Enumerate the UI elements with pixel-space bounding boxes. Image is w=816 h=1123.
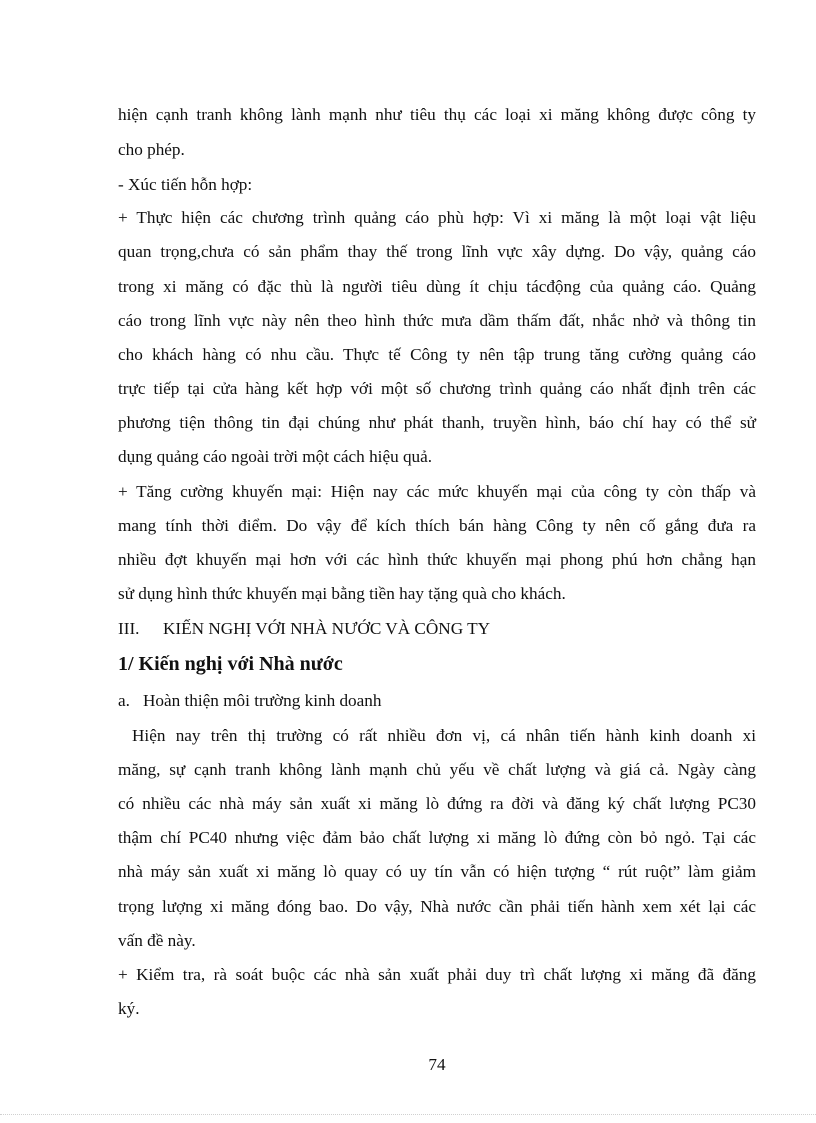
paragraph-line: ký.: [118, 999, 140, 1018]
paragraph-line: hiện cạnh tranh không lành mạnh như tiêu thụ các loại xi măng không được công ty: [118, 105, 756, 124]
paragraph-line: + Thực hiện các chương trình quảng cáo phù hợp: Vì xi măng là một loại vật liệu: [118, 208, 756, 227]
paragraph-line: Hiện nay trên thị trường có rất nhiều đơn vị, cá nhân tiến hành kinh doanh xi: [132, 726, 756, 745]
paragraph-line: vấn đề này.: [118, 931, 196, 950]
paragraph-line: + Tăng cường khuyến mại: Hiện nay các mức khuyến mại của công ty còn thấp và: [118, 482, 756, 501]
paragraph-line: trong xi măng có đặc thù là người tiêu dùng ít chịu tácđộng của quảng cáo. Quảng: [118, 277, 756, 296]
page-number: 74: [428, 1055, 446, 1074]
paragraph-line: trực tiếp tại cửa hàng kết hợp với một số chương trình quảng cáo nhất định trên các: [118, 379, 756, 398]
section-number: III.: [118, 619, 140, 638]
paragraph-line: mang tính thời điểm. Do vậy để kích thích bán hàng Công ty nên cố gắng đưa ra: [118, 516, 756, 535]
paragraph-line: cho khách hàng có nhu cầu. Thực tế Công ty nên tập trung tăng cường quảng cáo: [118, 345, 756, 364]
paragraph-line: cáo trong lĩnh vực này nên theo hình thức mưa dầm thấm đất, nhắc nhở và thông tin: [118, 311, 756, 330]
footer-divider: [0, 1114, 816, 1115]
paragraph-line: dụng quảng cáo ngoài trời một cách hiệu quả.: [118, 447, 433, 466]
paragraph-line: - Xúc tiến hỗn hợp:: [118, 175, 253, 194]
section-title: KIẾN NGHỊ VỚI NHÀ NƯỚC VÀ CÔNG TY: [163, 619, 490, 638]
paragraph-line: quan trọng,chưa có sản phẩm thay thế trong lĩnh vực xây dựng. Do vậy, quảng cáo: [118, 242, 756, 261]
paragraph-line: + Kiểm tra, rà soát buộc các nhà sản xuất phải duy trì chất lượng xi măng đã đăng: [118, 965, 756, 984]
paragraph-line: cho phép.: [118, 140, 185, 159]
paragraph-line: nhiều đợt khuyến mại hơn với các hình thức khuyến mại phong phú hơn chẳng hạn: [118, 550, 756, 569]
paragraph-line: trọng lượng xi măng đóng bao. Do vậy, Nhà nước cần phải tiến hành xem xét lại các: [118, 897, 756, 916]
paragraph-line: sử dụng hình thức khuyến mại bằng tiền hay tặng quà cho khách.: [118, 584, 566, 603]
paragraph-line: phương tiện thông tin đại chúng như phát thanh, truyền hình, báo chí hay có thể sử: [118, 413, 756, 432]
section-heading: 1/ Kiến nghị với Nhà nước: [118, 653, 343, 675]
paragraph-line: thậm chí PC40 nhưng việc đảm bảo chất lượng xi măng lò đứng còn bỏ ngỏ. Tại các: [118, 828, 756, 847]
subsection-title: Hoàn thiện môi trường kinh doanh: [143, 691, 382, 710]
paragraph-line: nhà máy sản xuất xi măng lò quay có uy tín vẫn có hiện tượng “ rút ruột” làm giảm: [118, 862, 756, 881]
subsection-letter: a.: [118, 691, 130, 710]
paragraph-line: có nhiều các nhà máy sản xuất xi măng lò đứng ra đời và đăng ký chất lượng PC30: [118, 794, 756, 813]
paragraph-line: măng, sự cạnh tranh không lành mạnh chủ yếu về chất lượng và giá cả. Ngày càng: [118, 760, 756, 779]
